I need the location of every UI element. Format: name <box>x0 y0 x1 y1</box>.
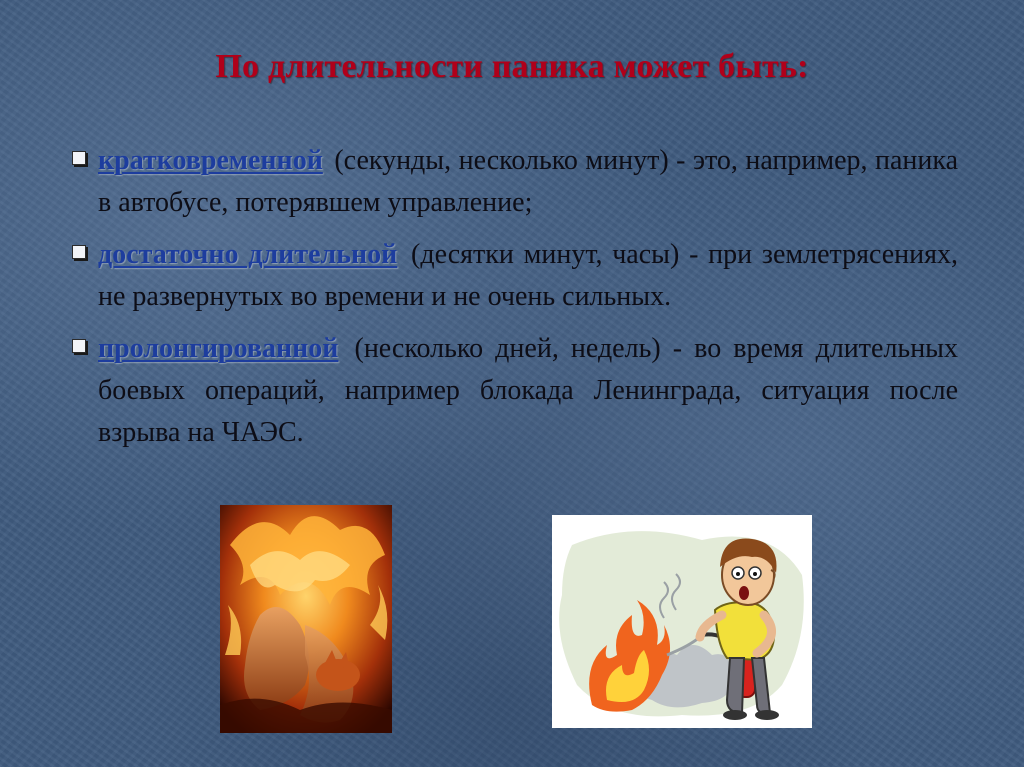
fire-figure-picture <box>220 505 392 733</box>
bullet-item-short <box>72 140 958 224</box>
slide-title: По длительности паника может быть: <box>215 48 809 85</box>
bullet-item-long <box>72 234 958 318</box>
checkbox-bullet-icon <box>72 245 86 259</box>
description-long: (десятки минут, часы) - при землетрясениях, не развернутых во времени и не очень сильных. <box>98 239 958 312</box>
bullet-list <box>72 140 958 464</box>
bullet-item-prolonged <box>72 328 958 454</box>
term-prolonged: пролонгированной <box>98 333 339 364</box>
description-short: (секунды, несколько минут) - это, например, паника в автобусе, потерявшем управление; <box>98 145 959 218</box>
checkbox-bullet-icon <box>72 339 86 353</box>
term-long: достаточно длительной <box>98 239 398 270</box>
extinguisher-cartoon-picture <box>552 515 812 728</box>
checkbox-bullet-icon <box>72 151 86 165</box>
description-prolonged: (несколько дней, недель) - во время длительных боевых операций, например блокада Ленинграда, ситуация после взрыва на ЧАЭС. <box>98 333 958 448</box>
term-short: кратковременной <box>98 145 323 176</box>
